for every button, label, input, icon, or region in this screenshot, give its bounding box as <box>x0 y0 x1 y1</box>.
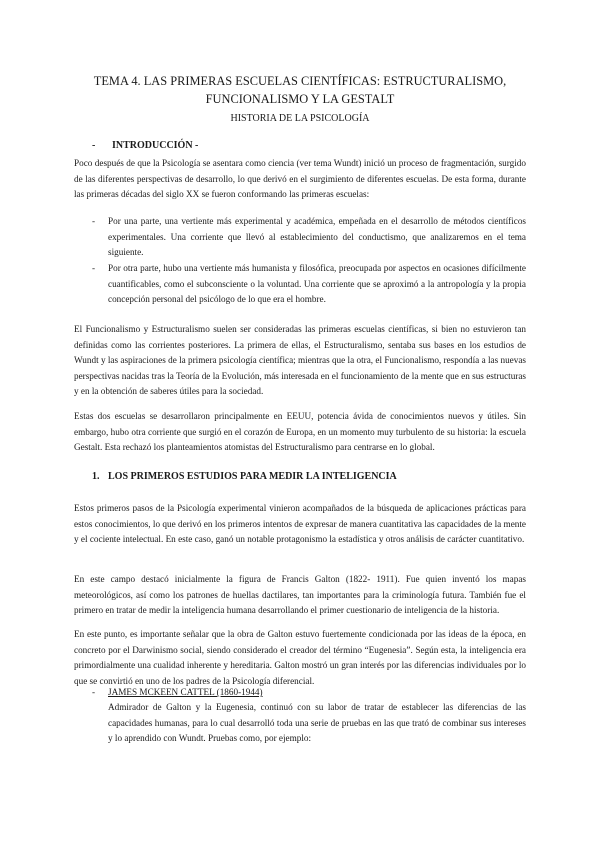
intro-paragraph-3: Estas dos escuelas se desarrollaron principalmente en EEUU, potencia ávida de conocimientos nuevos y útiles. Sin embargo, hubo otra corriente que surgió en el corazón de Europa, en un momento muy turbulento de su historia: la escuela Gestalt. Esta rechazó los planteamientos atomistas del Estructuralismo para centrarse en lo global. <box>74 411 526 452</box>
intro-bullet-1 <box>92 214 526 261</box>
section-1-heading-text: LOS PRIMEROS ESTUDIOS PARA MEDIR LA INTELIGENCIA <box>108 471 397 482</box>
subsection-cattel-text: Admirador de Galton y la Eugenesia, continuó con su labor de tratar de establecer las diferencias de las capacidades humanas, para lo cual desarrolló toda una serie de pruebas en las que trató de combinar sus intereses y lo aprendido con Wundt. Pruebas como, por ejemplo: <box>108 702 526 743</box>
intro-dash: - <box>92 140 96 151</box>
document-subtitle: HISTORIA DE LA PSICOLOGÍA <box>230 113 370 124</box>
intro-heading-text: INTRODUCCIÓN - <box>112 140 199 151</box>
section-1-heading <box>92 471 397 482</box>
section-1-paragraph-3: En este punto, es importante señalar que la obra de Galton estuvo fuertemente condicionada por las ideas de la época, en concreto por el Darwinismo social, siendo considerado el creador del término “Eugenesia”. Según esta, la inteligencia era primordialmente una cualidad inherente y hereditaria. Galton mostró un gran interés por las diferencias individuales por lo que se convirtió en uno de los padres de la Psicología diferencial. <box>74 629 526 686</box>
section-1-paragraph-1: Estos primeros pasos de la Psicología experimental vinieron acompañados de la búsqueda de aplicaciones prácticas para estos conocimientos, lo que derivó en los primeros intentos de expresar de manera cuantitativa las capacidades de la mente y el cociente intelectual. En este caso, ganó un notable protagonismo la estadística y otros análisis de carácter cuantitativo. <box>74 503 526 544</box>
subsection-title: JAMES MCKEEN CATTEL (1860-1944) <box>108 687 263 697</box>
document-title-line-1: TEMA 4. LAS PRIMERAS ESCUELAS CIENTÍFICAS: ESTRUCTURALISMO, <box>93 74 507 88</box>
intro-bullet-2 <box>92 261 526 308</box>
subsection-cattel-heading <box>92 685 263 701</box>
document-title-line-2: FUNCIONALISMO Y LA GESTALT <box>205 92 395 106</box>
subsection-dash: - <box>92 687 96 697</box>
section-1-paragraph-2: En este campo destacó inicialmente la figura de Francis Galton (1822- 1911). Fue quien inventó los mapas meteorológicos, así como los patrones de huellas dactilares, tan importantes para la criminología futura. También fue el primero en tratar de medir la inteligencia humana desarrollando el primer cuestionario de inteligencia de la historia. <box>74 574 526 615</box>
bullet-text: Por otra parte, hubo una vertiente más humanista y filosófica, preocupada por aspectos en ocasiones difícilmente cuantificables, como el subconsciente o la voluntad. Una corriente que se aproximó a la antropología y la propia concepción personal del psicólogo de lo que era el hombre. <box>108 263 526 304</box>
bullet-text: Por una parte, una vertiente más experimental y académica, empeñada en el desarrollo de métodos científicos experimentales. Una corriente que llevó al establecimiento del conductismo, que analizaremos en el tema siguiente. <box>108 216 526 257</box>
section-1-number: 1. <box>92 471 100 482</box>
intro-paragraph-2: El Funcionalismo y Estructuralismo suelen ser consideradas las primeras escuelas científicas, si bien no estuvieron tan definidas como las corrientes posteriores. La primera de ellas, el Estructuralismo, sentaba sus bases en los estudios de Wundt y las aspiraciones de la primera psicología científica; mientras que la otra, el Funcionalismo, respondía a las nuevas perspectivas nacidas tras la Teoría de la Evolución, más interesada en el funcionamiento de la mente que en sus estructuras y en la obtención de saberes útiles para la sociedad. <box>74 324 526 396</box>
intro-paragraph: Poco después de que la Psicología se asentara como ciencia (ver tema Wundt) inició un proceso de fragmentación, surgido de las diferentes perspectivas de desarrollo, lo que derivó en el surgimiento de diferentes escuelas. De esta forma, durante las primeras décadas del siglo XX se fueron conformando las primeras escuelas: <box>74 158 526 199</box>
bullet-mark: - <box>92 216 96 226</box>
intro-heading <box>92 140 198 151</box>
bullet-mark: - <box>92 263 96 273</box>
